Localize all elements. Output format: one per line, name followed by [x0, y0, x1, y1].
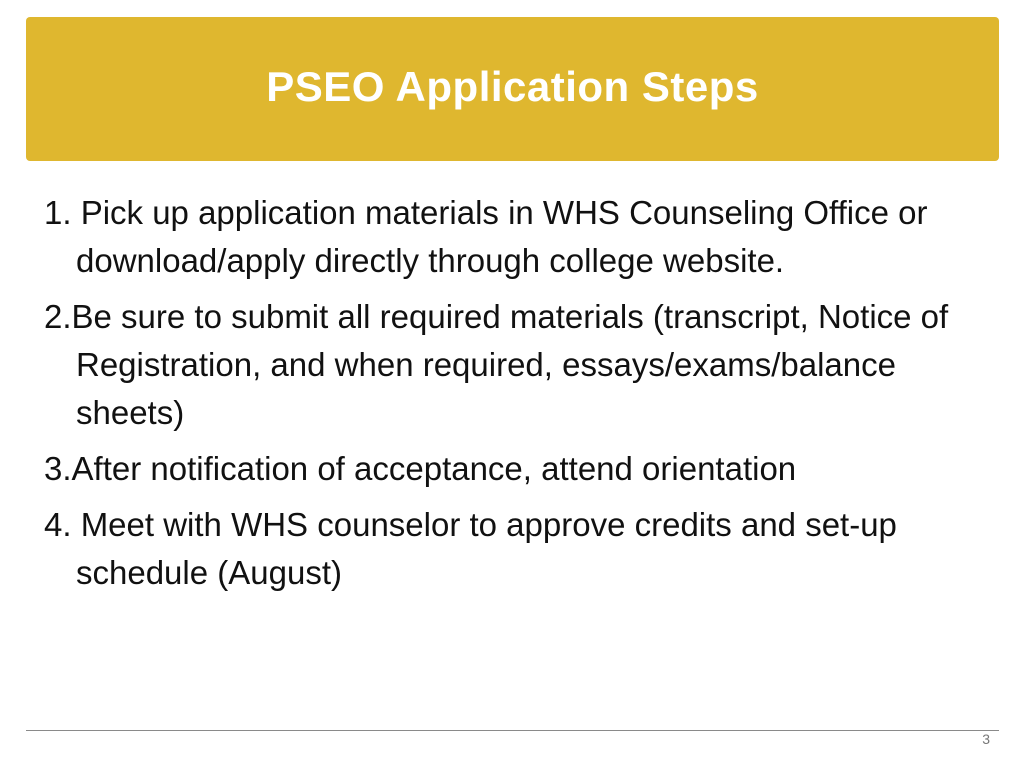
step-item-2: 2.Be sure to submit all required materials (transcript, Notice of Registration, and when required, essays/exams/balance sheets)	[44, 298, 949, 431]
step-item-3: 3.After notification of acceptance, attend orientation	[44, 450, 797, 487]
step-item-4: 4. Meet with WHS counselor to approve credits and set-up schedule (August)	[44, 506, 897, 591]
step-item-1: 1. Pick up application materials in WHS Counseling Office or download/apply directly through college website.	[44, 194, 928, 279]
page-number: 3	[982, 731, 990, 747]
slide-title: PSEO Application Steps	[266, 63, 759, 110]
title-banner	[26, 17, 999, 161]
application-steps-list	[44, 189, 994, 605]
footer-divider	[26, 730, 999, 731]
